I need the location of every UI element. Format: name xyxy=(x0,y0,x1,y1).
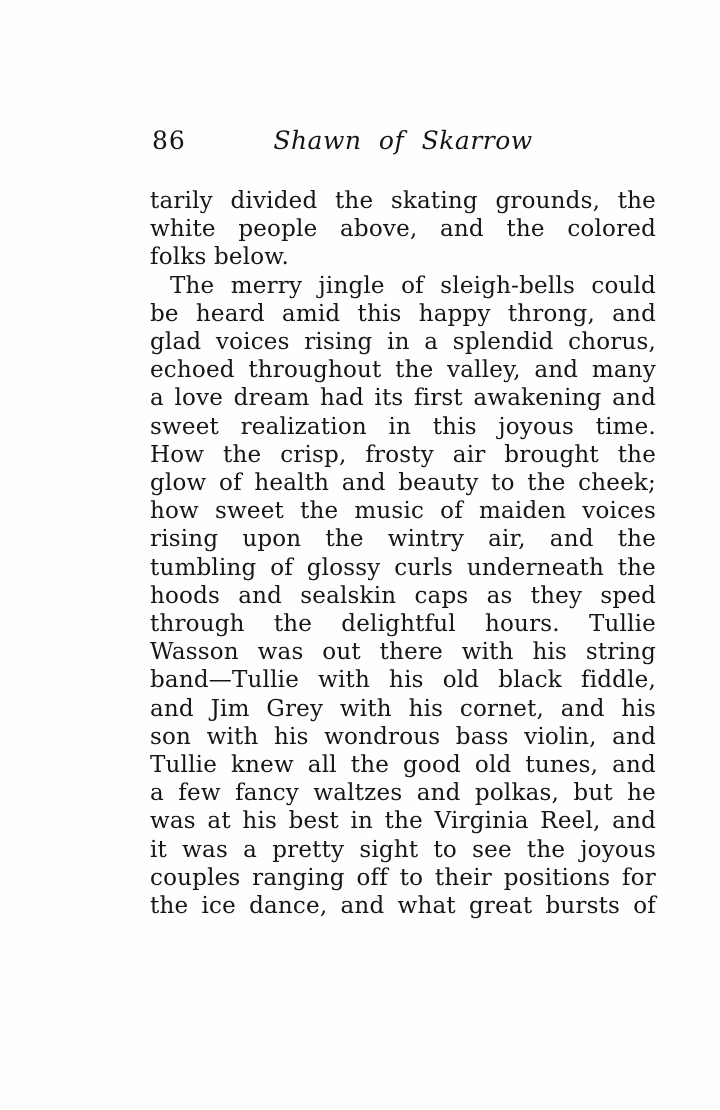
body-text xyxy=(150,187,656,920)
text-line: band—Tullie with his old black fiddle, xyxy=(150,667,656,694)
text-line: a few fancy waltzes and polkas, but he xyxy=(150,780,656,807)
text-line: rising upon the wintry air, and the xyxy=(150,526,656,553)
text-line: tarily divided the skating grounds, the xyxy=(150,188,656,214)
book-title: Shawn of Skarrow xyxy=(273,126,533,155)
text-line: white people above, and the colored xyxy=(150,216,656,243)
text-line: through the delightful hours. Tullie xyxy=(150,611,656,638)
text-line: Tullie knew all the good old tunes, and xyxy=(150,752,656,779)
text-line: The merry jingle of sleigh-bells could xyxy=(170,272,656,299)
text-line: folks below. xyxy=(150,244,289,271)
text-block xyxy=(150,126,656,920)
text-line: son with his wondrous bass violin, and xyxy=(150,723,656,750)
text-line: couples ranging off to their positions for xyxy=(150,864,656,891)
page-number: 86 xyxy=(152,126,186,155)
text-line: and Jim Grey with his cornet, and his xyxy=(150,695,656,722)
text-line: was at his best in the Virginia Reel, and xyxy=(150,808,656,835)
text-line: tumbling of glossy curls underneath the xyxy=(150,554,656,581)
text-line: glad voices rising in a splendid chorus, xyxy=(150,329,656,356)
text-line: How the crisp, frosty air brought the xyxy=(150,441,656,468)
text-line: Wasson was out there with his string xyxy=(150,639,656,666)
text-line: how sweet the music of maiden voices xyxy=(150,498,656,525)
running-header xyxy=(150,126,656,156)
text-line: sweet realization in this joyous time. xyxy=(150,413,656,440)
text-line: it was a pretty sight to see the joyous xyxy=(150,836,656,863)
text-line: hoods and sealskin caps as they sped xyxy=(150,582,656,609)
text-line: a love dream had its first awakening and xyxy=(150,385,656,412)
text-line: echoed throughout the valley, and many xyxy=(150,357,656,384)
text-line: glow of health and beauty to the cheek; xyxy=(150,470,656,497)
text-line: the ice dance, and what great bursts of xyxy=(150,893,656,920)
text-line: be heard amid this happy throng, and xyxy=(150,300,656,327)
